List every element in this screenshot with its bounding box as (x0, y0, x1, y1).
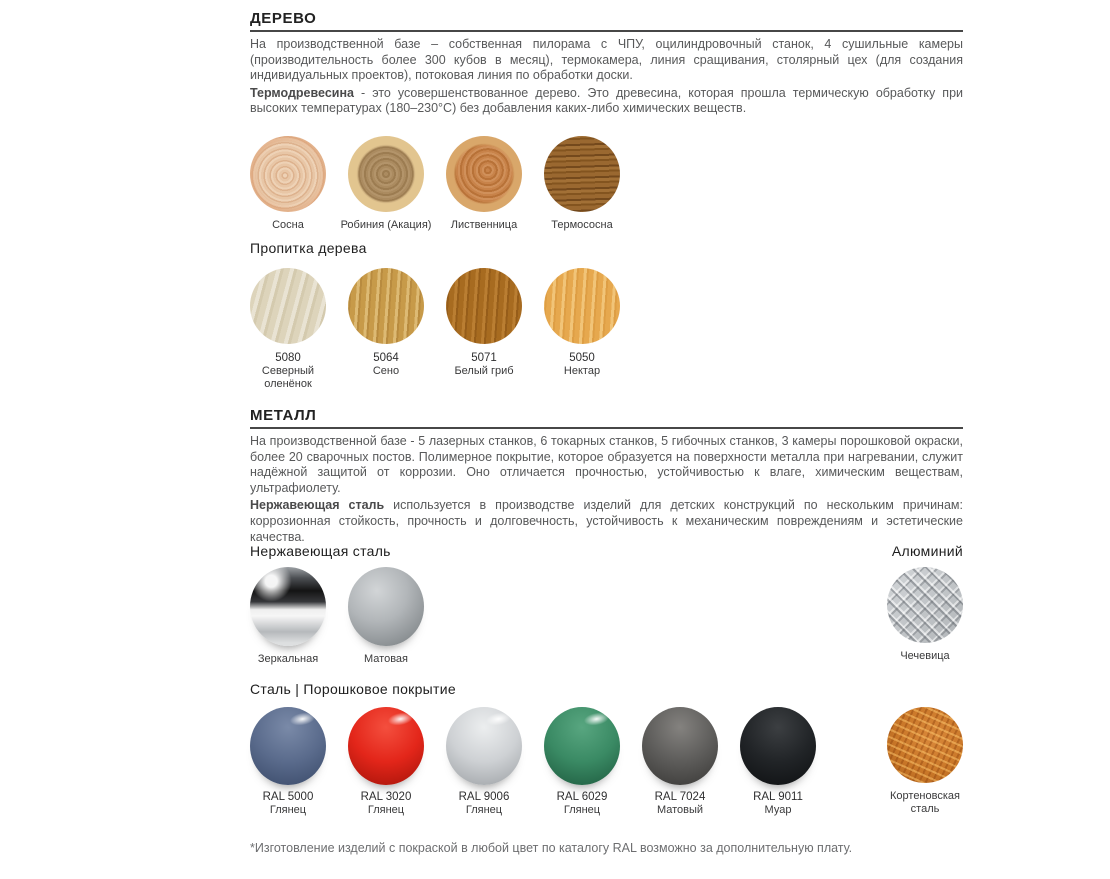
swatch-label: Сосна (272, 219, 304, 231)
impregnation-5071-swatch-image (446, 268, 522, 344)
impregnation-swatch-5080 (250, 268, 326, 391)
powder-swatch-ral3020 (348, 707, 424, 817)
ral-footnote: *Изготовление изделий с покраской в любой цвет по каталогу RAL возможно за дополнительную плату. (250, 841, 853, 855)
swatch-code: 5064 (373, 352, 399, 364)
swatch-label: Чечевица (900, 650, 950, 662)
wood-swatch-larch (446, 136, 522, 232)
swatch-label: Кортеновская сталь (890, 790, 960, 815)
stainless-swatch-mirror (250, 567, 326, 666)
impregnation-row (250, 268, 963, 391)
stainless-steel-title: Нержавеющая сталь (250, 543, 391, 559)
metal-description (250, 434, 963, 545)
ral-6029-sphere-image (544, 707, 620, 785)
swatch-label: Робиния (Акация) (340, 219, 432, 231)
swatch-finish: Матовый (656, 804, 704, 816)
wood-swatch-pine (250, 136, 326, 232)
wood-swatch-robinia (340, 136, 432, 232)
swatch-code: RAL 9011 (753, 791, 803, 803)
wood-production-paragraph: На производственной базе – собственная пилорама с ЧПУ, оцилиндровочный станок, 4 сушильные камеры (производительность более 300 кубов в месяц), термокамера, линия сращивания, столярный цех (для создания индивидуальных проектов), потоковая линия по обработки доски. (250, 37, 963, 83)
swatch-label: Сено (372, 365, 400, 377)
swatch-code: RAL 6029 (556, 791, 608, 803)
impregnation-swatch-5071 (446, 268, 522, 378)
ral-3020-sphere-image (348, 707, 424, 785)
stainless-paragraph (250, 498, 963, 545)
corten-steel-swatch-image (887, 707, 963, 783)
swatch-label: Матовая (364, 653, 408, 665)
matte-steel-sphere-image (348, 567, 424, 646)
impregnation-5080-swatch-image (250, 268, 326, 344)
thermowood-paragraph (250, 86, 963, 117)
larch-wood-swatch-image (446, 136, 522, 212)
wood-section-title: ДЕРЕВО (250, 10, 317, 27)
swatch-finish: Глянец (465, 804, 503, 816)
impregnation-title: Пропитка дерева (250, 240, 367, 256)
swatch-code: RAL 5000 (262, 791, 314, 803)
powder-swatch-ral9011 (740, 707, 816, 817)
thermopine-wood-swatch-image (544, 136, 620, 212)
swatch-finish: Глянец (367, 804, 405, 816)
wood-species-row (250, 136, 963, 232)
swatch-code: RAL 3020 (360, 791, 412, 803)
impregnation-swatch-5064 (348, 268, 424, 378)
corten-steel-swatch (887, 707, 963, 816)
swatch-code: RAL 9006 (458, 791, 510, 803)
stainless-aluminum-row (250, 567, 963, 666)
wood-swatch-thermopine (544, 136, 620, 232)
swatch-label: Зеркальная (257, 653, 319, 665)
pine-wood-swatch-image (250, 136, 326, 212)
impregnation-swatch-5050 (544, 268, 620, 378)
swatch-label: Лиственница (450, 219, 518, 231)
thermowood-text: - это усовершенствованное дерево. Это древесина, которая прошла термическую обработку при высоких температурах (180–230°C) без добавления каких-либо химических веществ. (250, 85, 963, 116)
swatch-label: Северный оленёнок (261, 365, 315, 390)
swatch-finish: Глянец (269, 804, 307, 816)
swatch-code: RAL 7024 (654, 791, 706, 803)
swatch-code: 5080 (275, 352, 301, 364)
robinia-wood-swatch-image (348, 136, 424, 212)
wood-description (250, 37, 963, 117)
mirror-steel-sphere-image (250, 567, 326, 646)
wood-divider (250, 30, 963, 32)
aluminum-title: Алюминий (891, 543, 963, 559)
stainless-term: Нержавеющая сталь (250, 498, 385, 513)
checker-plate-swatch-image (887, 567, 963, 643)
impregnation-5064-swatch-image (348, 268, 424, 344)
stainless-text: используется в производстве изделий для детских конструкций по нескольким причинам: коррозионная стойкость, прочность и долговечность, устойчивость к механическим повреждениям и эстетические качества. (250, 498, 963, 544)
powder-swatch-ral6029 (544, 707, 620, 817)
powder-swatch-ral5000 (250, 707, 326, 817)
ral-9006-sphere-image (446, 707, 522, 785)
metal-divider (250, 427, 963, 429)
powder-swatch-ral9006 (446, 707, 522, 817)
stainless-swatch-matte (348, 567, 424, 666)
ral-9011-sphere-image (740, 707, 816, 785)
swatch-code: 5071 (471, 352, 497, 364)
swatch-code: 5050 (569, 352, 595, 364)
swatch-label: Термососна (551, 219, 613, 231)
swatch-label: Нектар (563, 365, 601, 377)
thermowood-term: Термодревесина (250, 85, 354, 100)
swatch-finish: Глянец (563, 804, 601, 816)
metal-subheadings-row (250, 543, 963, 559)
metal-section-title: МЕТАЛЛ (250, 407, 317, 424)
aluminum-swatch-lentil (887, 567, 963, 663)
impregnation-5050-swatch-image (544, 268, 620, 344)
powder-coating-title: Сталь | Порошковое покрытие (250, 681, 456, 697)
metal-production-paragraph: На производственной базе - 5 лазерных станков, 6 токарных станков, 5 гибочных станков, 3 камеры порошковой окраски, более 20 сварочных постов. Полимерное покрытие, которое образуется на поверхности металла при нагревании, служит надёжной защитой от коррозии. Оно отличается прочностью, устойчивостью к влаге, химическим веществам, ультрафиолету. (250, 434, 963, 495)
ral-7024-sphere-image (642, 707, 718, 785)
ral-5000-sphere-image (250, 707, 326, 785)
swatch-label: Белый гриб (454, 365, 514, 377)
powder-swatch-ral7024 (642, 707, 718, 817)
swatch-finish: Муар (764, 804, 792, 816)
powder-coating-row (250, 707, 963, 817)
